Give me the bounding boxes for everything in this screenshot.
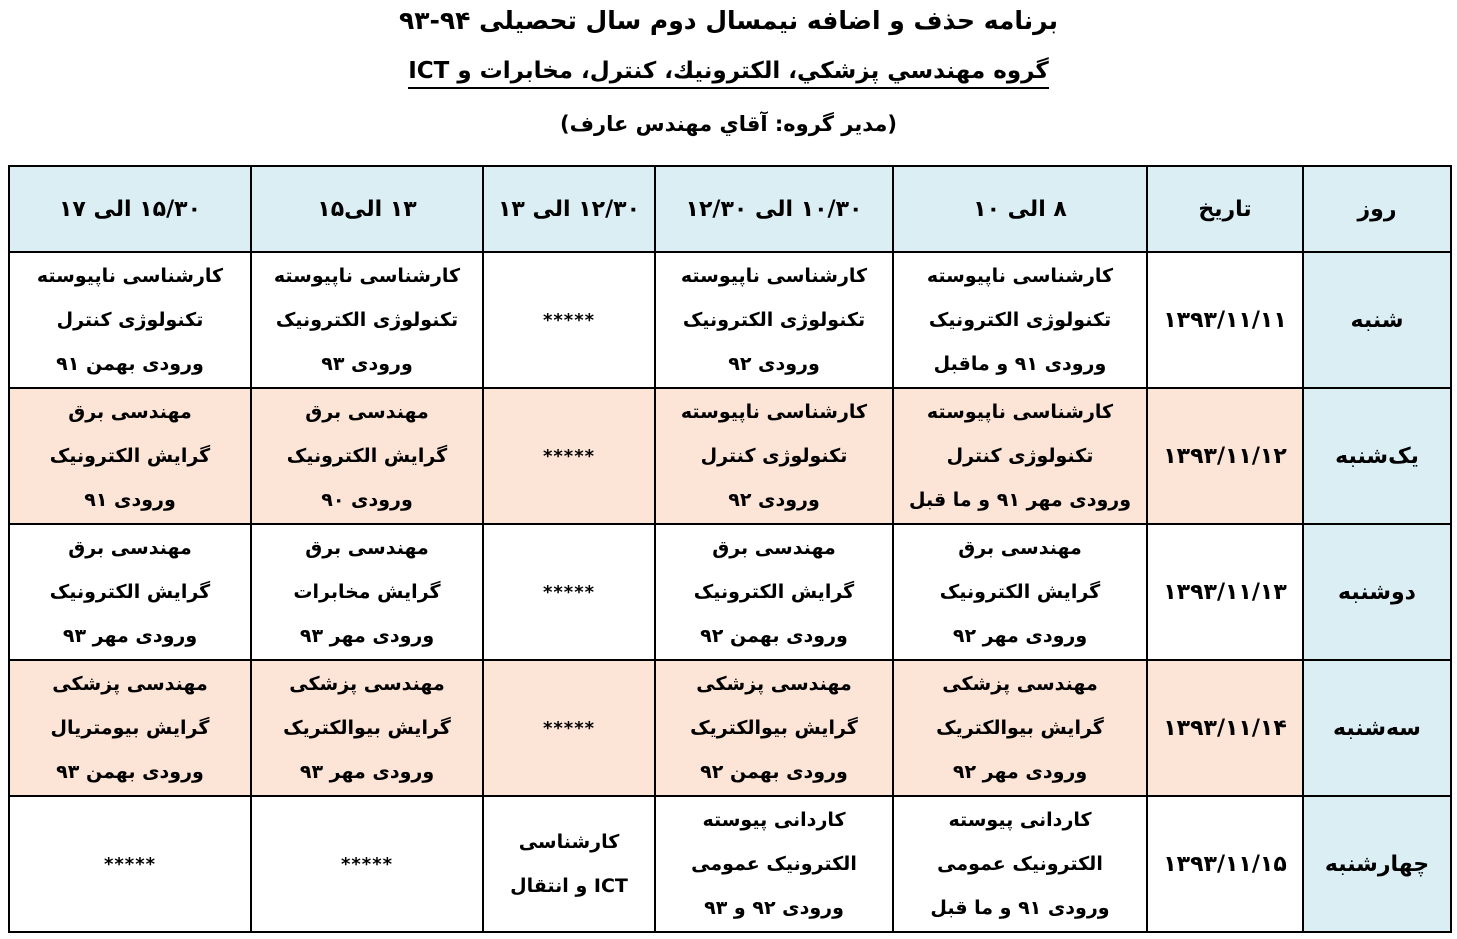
date-cell: ۱۳۹۳/۱۱/۱۳ (1147, 524, 1303, 660)
course-line: ورودی مهر ۹۳ (299, 625, 435, 647)
day-cell: دوشنبه (1303, 524, 1451, 660)
slot-3-cell (483, 796, 655, 932)
slot-2-cell (655, 524, 893, 660)
course-line: مهندسی برق (305, 401, 429, 423)
course-line: تکنولوژی الکترونیک (682, 309, 866, 331)
course-line: ورودی ۹۲ (728, 489, 820, 511)
date-cell: ۱۳۹۳/۱۱/۱۱ (1147, 252, 1303, 388)
course-line: مهندسی پزشکی (696, 673, 852, 695)
day-cell: یک‌شنبه (1303, 388, 1451, 524)
page-title: برنامه حذف و اضافه نیمسال دوم سال تحصیلی ۹۴-۹۳ (398, 6, 1059, 35)
course-line: ورودی ۹۲ (728, 353, 820, 375)
course-line: مهندسی پزشکی (289, 673, 445, 695)
slot-2-cell (655, 660, 893, 796)
slot-4-cell (251, 524, 483, 660)
course-line: تکنولوژی کنترل (700, 445, 848, 467)
slot-5-cell (9, 524, 251, 660)
course-line: ورودی ۹۱ (84, 489, 176, 511)
course-line: مهندسی برق (68, 537, 192, 559)
course-line: ورودی مهر ۹۱ و ما قبل (909, 489, 1131, 511)
date-cell: ۱۳۹۳/۱۱/۱۴ (1147, 660, 1303, 796)
course-line: ورودی ۹۱ و ماقبل (933, 353, 1107, 375)
table-row (9, 252, 1451, 388)
slot-4-cell (251, 388, 483, 524)
course-line: کارشناسی ناپیوسته (680, 401, 868, 423)
header-slot-4: ۱۳ الی۱۵ (251, 166, 483, 252)
header-date: تاریخ (1147, 166, 1303, 252)
course-line: ورودی ۹۱ و ما قبل (930, 897, 1110, 919)
course-line: ورودی مهر ۹۳ (299, 761, 435, 783)
empty-slot-cell: ***** (483, 660, 655, 796)
course-line: ورودی بهمن ۹۳ (56, 761, 204, 783)
empty-slot-cell: ***** (483, 524, 655, 660)
course-line: گرایش الکترونیک (49, 445, 211, 467)
course-line: ورودی مهر ۹۲ (952, 761, 1088, 783)
course-line: مهندسی برق (68, 401, 192, 423)
course-line: مهندسی برق (958, 537, 1082, 559)
course-line: تکنولوژی کنترل (946, 445, 1094, 467)
course-line: مهندسی پزشکی (52, 673, 208, 695)
table-row (9, 660, 1451, 796)
day-cell: سه‌شنبه (1303, 660, 1451, 796)
course-line: مهندسی پزشکی (942, 673, 1098, 695)
slot-5-cell (9, 388, 251, 524)
group-subtitle-text: گروه مهندسي پزشكي، الكترونيك، كنترل، مخابرات و ICT (408, 58, 1049, 89)
date-cell: ۱۳۹۳/۱۱/۱۵ (1147, 796, 1303, 932)
table-row (9, 796, 1451, 932)
slot-5-cell (9, 252, 251, 388)
empty-slot-cell: ***** (483, 252, 655, 388)
group-subtitle (0, 58, 1457, 84)
course-line: کارشناسی ناپیوسته (680, 265, 868, 287)
course-line: کارشناسی ناپیوسته (926, 401, 1114, 423)
course-line: مهندسی برق (305, 537, 429, 559)
course-line: گرایش الکترونیک (286, 445, 448, 467)
course-line: گرایش بیومتریال (50, 717, 210, 739)
director-line: (مدير گروه: آقاي مهندس عارف) (560, 112, 897, 136)
course-line: ورودی ۹۳ (321, 353, 413, 375)
schedule-table (8, 165, 1452, 933)
slot-1-cell (893, 524, 1147, 660)
empty-slot-cell: ***** (9, 796, 251, 932)
course-line: کارشناسی ناپیوسته (926, 265, 1114, 287)
course-line: ورودی بهمن ۹۲ (700, 761, 848, 783)
course-line: تکنولوژی الکترونیک (928, 309, 1112, 331)
course-line: گرایش بیوالکتریک (936, 717, 1104, 739)
header-row (9, 166, 1451, 252)
day-cell: چهارشنبه (1303, 796, 1451, 932)
slot-1-cell (893, 252, 1147, 388)
course-line: ورودی ۹۰ (321, 489, 413, 511)
slot-4-cell (251, 660, 483, 796)
course-line: گرایش الکترونیک (939, 581, 1101, 603)
course-line: تکنولوژی الکترونیک (275, 309, 459, 331)
table-row (9, 524, 1451, 660)
course-line: گرایش الکترونیک (49, 581, 211, 603)
empty-slot-cell: ***** (483, 388, 655, 524)
header-slot-2: ۱۰/۳۰ الی ۱۲/۳۰ (655, 166, 893, 252)
header-slot-3: ۱۲/۳۰ الی ۱۳ (483, 166, 655, 252)
table-row (9, 388, 1451, 524)
course-line: کاردانی پیوسته (702, 809, 846, 831)
header-day: روز (1303, 166, 1451, 252)
course-line: کارشناسی (518, 831, 620, 853)
course-line: مهندسی برق (712, 537, 836, 559)
slot-5-cell (9, 660, 251, 796)
header-slot-5: ۱۵/۳۰ الی ۱۷ (9, 166, 251, 252)
slot-1-cell (893, 388, 1147, 524)
slot-2-cell (655, 796, 893, 932)
course-line: گرایش بیوالکتریک (283, 717, 451, 739)
course-line: تکنولوژی کنترل (56, 309, 204, 331)
date-cell: ۱۳۹۳/۱۱/۱۲ (1147, 388, 1303, 524)
empty-slot-cell: ***** (251, 796, 483, 932)
day-cell: شنبه (1303, 252, 1451, 388)
course-line: کارشناسی ناپیوسته (273, 265, 461, 287)
course-line: ورودی بهمن ۹۲ (700, 625, 848, 647)
course-line: کارشناسی ناپیوسته (36, 265, 224, 287)
course-line: ورودی ۹۲ و ۹۳ (704, 897, 844, 919)
course-line: الکترونیک عمومی (937, 853, 1103, 875)
course-line: الکترونیک عمومی (691, 853, 857, 875)
slot-4-cell (251, 252, 483, 388)
course-line: ورودی مهر ۹۳ (62, 625, 198, 647)
course-line: گرایش بیوالکتریک (690, 717, 858, 739)
course-line: ورودی بهمن ۹۱ (56, 353, 204, 375)
slot-2-cell (655, 388, 893, 524)
course-line: گرایش الکترونیک (693, 581, 855, 603)
slot-1-cell (893, 796, 1147, 932)
slot-2-cell (655, 252, 893, 388)
course-line: گرایش مخابرات (293, 581, 441, 603)
course-line: کاردانی پیوسته (948, 809, 1092, 831)
header-slot-1: ۸ الی ۱۰ (893, 166, 1147, 252)
course-line: ورودی مهر ۹۲ (952, 625, 1088, 647)
course-line: ICT و انتقال (510, 875, 628, 897)
slot-1-cell (893, 660, 1147, 796)
